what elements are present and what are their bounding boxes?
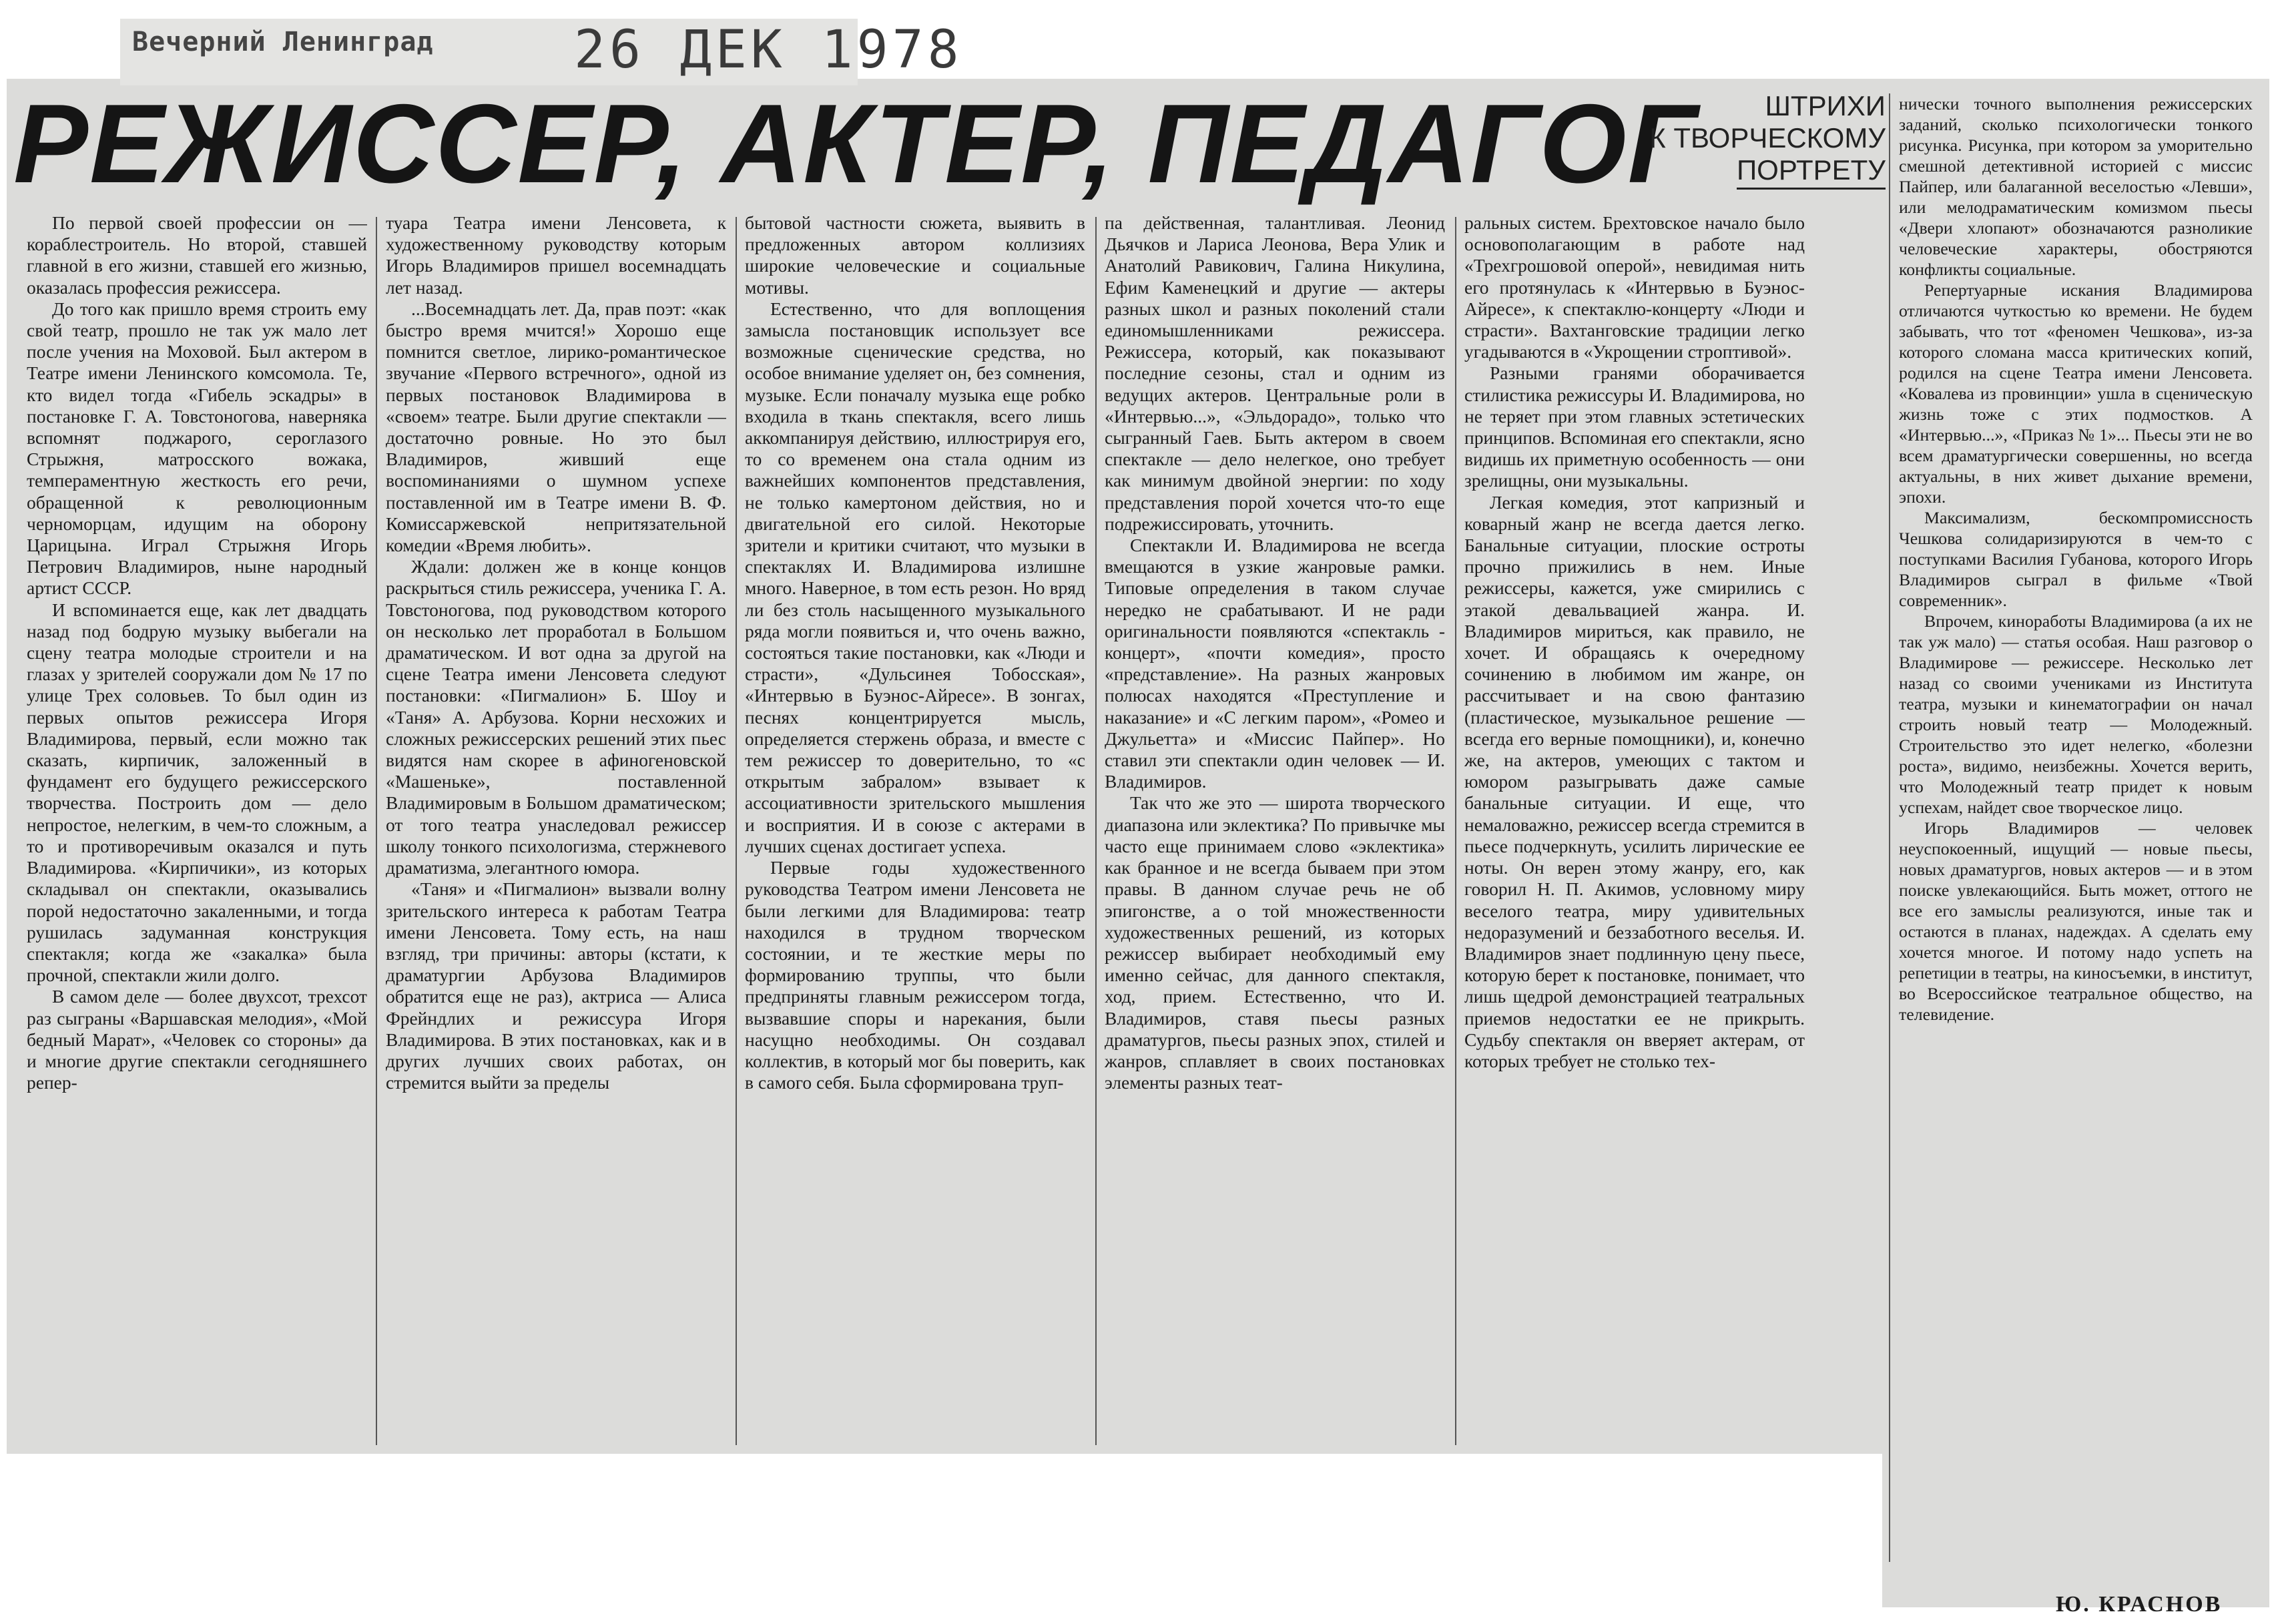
paragraph: По первой своей профессии он — кораблестроитель. Но второй, ставшей главной в его жизни, ставшей его жизнью, оказалась профессия режиссера. — [27, 212, 367, 298]
paragraph: ...Восемнадцать лет. Да, прав поэт: «как быстро время мчится!» Хорошо еще помнится светлое, лирико-романтическое звучание «Первого встречного», одной из первых постановок Владимирова в «своем» театре. Были другие спектакли — достаточно ровные. Но это был Владимиров, живший еще воспоминаниями о шумном успехе поставленной им в Театре имени В. Ф. Комиссаржевской непритязательной комедии «Время любить». — [386, 298, 726, 556]
paragraph: бытовой частности сюжета, выявить в предложенных автором коллизиях широкие человеческие и социальные мотивы. — [745, 212, 1085, 298]
column-rule — [1889, 93, 1890, 1562]
newspaper-stamp: Вечерний Ленинград — [132, 27, 434, 57]
paragraph: туара Театра имени Ленсовета, к художественному руководству которым Игорь Владимиров пришел восемнадцать лет назад. — [386, 212, 726, 298]
paragraph: Естественно, что для воплощения замысла постановщик использует все возможные сценические средства, но особое внимание уделяет он, без сомнения, музыке. Если поначалу музыка еще робко входила в ткань спектакля, всего лишь аккомпанируя действию, иллюстрируя его, то со временем она стала одним из важнейших компонентов представления, не только камертоном действия, но и двигательной его силой. Некоторые зрители и критики считают, что музыки в спектаклях И. Владимирова излишне много. Наверное, в том есть резон. Но вряд ли без столь насыщенного музыкального ряда могли появиться и, что очень важно, состояться такие постановки, как «Люди и страсти», «Дульсинея Тобосская», «Интервью в Буэнос-Айресе». В зонгах, песнях концентрируется мысль, определяется стержень образа, и вместе с тем режиссер то доверительно, то «с открытым забралом» взывает к ассоциативности зрительского мышления и восприятия. И в союзе с актерами в лучших сценах достигает успеха. — [745, 298, 1085, 856]
author-signature: Ю. КРАСНОВ — [2056, 1592, 2223, 1617]
paragraph: ральных систем. Брехтовское начало было основополагающим в работе над «Трехгрошовой оперой», невидимая нить его протянулась к «Интервью в Буэнос-Айресе», к спектаклю-концерту «Люди и страсти». Вахтанговские традиции легко угадываются в «Укрощении строптивой». — [1464, 212, 1805, 362]
paragraph: Первые годы художественного руководства Театром имени Ленсовета не были легкими для Владимирова: театр находился в трудном творческом состоянии, и те жесткие меры по формированию труппы, что были предприняты главным режиссером тогда, вызвавшие споры и нарекания, были насущно необходимы. Он создавал коллектив, в который мог бы поверить, как в самого себя. Была сформирована труп- — [745, 857, 1085, 1093]
text-column-6 — [1899, 93, 2253, 1585]
rubric-line-2: К ТВОРЧЕСКОМУ — [1649, 122, 1886, 154]
rubric-line-3: ПОРТРЕТУ — [1737, 154, 1886, 190]
paragraph: па действенная, талантливая. Леонид Дьячков и Лариса Леонова, Вера Улик и Анатолий Равикович, Галина Никулина, Ефим Каменецкий и другие — актеры разных школ и разных поколений стали единомышленниками режиссера. Режиссера, который, как показывают последние сезоны, стал и одним из ведущих актеров. Центральные роли в «Интервью...», «Эльдорадо», только что сыгранный Гаев. Быть актером в своем спектакле — дело нелегкое, оно требует как минимум двойной энергии: по ходу представления порой хочется что-то еще подрежиссировать, уточнить. — [1105, 212, 1445, 534]
paragraph: Ждали: должен же в конце концов раскрыться стиль режиссера, ученика Г. А. Товстоногова, под руководством которого он несколько лет проработал в Большом драматическом. И вот одна за другой на сцене Театра имени Ленсовета следуют постановки: «Пигмалион» Б. Шоу и «Таня» А. Арбузова. Корни несхожих и сложных режиссерских решений этих пьес видятся нам скорее в афиногеновской «Машеньке», поставленной Владимировым в Большом драматическом; от того театра унаследовал режиссер школу тонкого психологизма, стержневого драматизма, элегантного юмора. — [386, 556, 726, 878]
article-headline: РЕЖИССЕР, АКТЕР, ПЕДАГОГ — [13, 81, 1698, 206]
paragraph: Так что же это — широта творческого диапазона или эклектика? По привычке мы часто еще принимаем слово «эклектика» как бранное и не всегда бываем при этом правы. В данном случае речь не об эпигонстве, а о той множественности художественных решений, из которых режиссер выбирает необходимый ему именно сейчас, для данного спектакля, ход, прием. Естественно, что И. Владимиров, ставя пьесы разных драматургов, пьесы разных эпох, стилей и жанров, сплавляет в своих постановках элементы разных теат- — [1105, 792, 1445, 1093]
paragraph: И вспоминается еще, как лет двадцать назад под бодрую музыку выбегали на сцену театра молодые строители и на глазах у зрителей сооружали дом № 17 по улице Трех соловьев. То был один из первых опытов режиссера Игоря Владимирова, первый, если можно так сказать, кирпичик, заложенный в фундамент его будущего режиссерского творчества. Построить дом — дело непростое, нелегким, в чем-то сложным, а то и противоречивым оказался и путь Владимирова. «Кирпичики», из которых складывал он спектакли, оказывались порой недостаточно закаленными, и тогда рушилась задуманная конструкция спектакля; когда же «закалка» была прочной, спектакли жили долго. — [27, 599, 367, 986]
paragraph: нически точного выполнения режиссерских заданий, сколько психологически тонкого рисунка. Рисунка, при котором за уморительно смешной детективной историей с миссис Пайпер, или балаганной веселостью «Левши», или мелодраматическим комизмом пьесы «Двери хлопают» обозначаются разноликие человеческие характеры, обостряются конфликты социальные. — [1899, 94, 2253, 279]
text-column-1 — [27, 212, 367, 1450]
column-rule — [1095, 217, 1097, 1445]
text-column-4 — [1105, 212, 1445, 1450]
column-rule — [1455, 217, 1456, 1445]
date-stamp: 26 ДЕК 1978 — [574, 20, 963, 80]
paragraph: До того как пришло время строить ему свой театр, прошло не так уж мало лет после учения на Моховой. Был актером в Театре имени Ленинского комсомола. Те, кто видел тогда «Гибель эскадры» в постановке Г. А. Товстоногова, наверняка вспомнят поджарого, сероглазого Стрыжня, матросского вожака, темпераментную жесткость его речи, обращенной к революционным черноморцам, идущим на оборону Царицына. Играл Стрыжня Игорь Петрович Владимиров, ныне народный артист СССР. — [27, 298, 367, 599]
paragraph: Спектакли И. Владимирова не всегда вмещаются в узкие жанровые рамки. Типовые определения в таком случае нередко не срабатывают. И не ради оригинальности появляются «спектакль - концерт», «почти комедия», просто «представление». На разных жанровых полюсах находятся «Преступление и наказание» и «С легким паром», «Ромео и Джульетта» и «Миссис Пайпер». Но ставил эти спектакли один человек — И. Владимиров. — [1105, 535, 1445, 792]
paragraph: В самом деле — более двухсот, трехсот раз сыграны «Варшавская мелодия», «Мой бедный Марат», «Человек со стороны» да и многие другие спектакли сегодняшнего репер- — [27, 986, 367, 1093]
paragraph: Репертуарные искания Владимирова отличаются чуткостью ко времени. Не будем забывать, что тот «феномен Чешкова», из-за которого сломана масса критических копий, родился на сцене Театра имени Ленсовета. «Ковалева из провинции» ушла в сценическую жизнь тоже с этих подмостков. А «Интервью...», «Приказ № 1»... Пьесы эти не во всем драматургически совершенны, но всегда актуальны, в них живет дыхание времени, эпохи. — [1899, 280, 2253, 507]
rubric-line-1: ШТРИХИ — [1765, 90, 1886, 121]
paragraph: Разными гранями оборачивается стилистика режиссуры И. Владимирова, но не теряет при этом главных эстетических принципов. Вспоминая его спектакли, ясно видишь их приметную особенность — они зрелищны, они музыкальны. — [1464, 362, 1805, 491]
paragraph: Игорь Владимиров — человек неуспокоенный, ищущий — новые пьесы, новых драматургов, новых актеров — и в этом поиске увлекающийся. Быть может, оттого не все его замыслы реализуются, иные так и остаются в планах, надеждах. А сделать ему хочется многое. И потому надо успеть на репетиции в театры, на киносъемки, в институт, во Всероссийское театральное общество, на телевидение. — [1899, 818, 2253, 1024]
column-rule — [736, 217, 737, 1445]
text-column-2 — [386, 212, 726, 1450]
text-column-5 — [1464, 212, 1805, 1450]
paragraph: Максимализм, бескомпромиссность Чешкова солидаризируются в чем-то с поступками Василия Губанова, которого Игорь Владимиров сыграл в фильме «Твой современник». — [1899, 508, 2253, 610]
paragraph: «Таня» и «Пигмалион» вызвали волну зрительского интереса к работам Театра имени Ленсовета. Тому есть, на наш взгляд, три причины: авторы (кстати, к драматургии Арбузова Владимиров обратится еще не раз), актриса — Алиса Фрейндлих и режиссура Игоря Владимирова. В этих постановках, как и в других лучших своих работах, он стремится выйти за пределы — [386, 878, 726, 1093]
rubric — [1615, 90, 1886, 190]
text-column-3 — [745, 212, 1085, 1450]
paragraph: Легкая комедия, этот капризный и коварный жанр не всегда дается легко. Банальные ситуации, плоские остроты прочно прижились в нем. Иные режиссеры, кажется, уже смирились с этакой девальвацией жанра. И. Владимиров мириться, как правило, не хочет. И обращаясь к очередному сочинению в любимом им жанре, он рассчитывает и на свою фантазию (пластическое, музыкальное решение — всегда его верные помощники), и, конечно же, на актеров, умеющих с тактом и юмором разыгрывать даже самые банальные ситуации. И еще, что немаловажно, режиссер всегда стремится в пьесе подчеркнуть, усилить лирические ее ноты. Он верен этому жанру, его, как говорил Н. П. Акимов, условному миру веселого театра, миру удивительных недоразумений и беззаботного веселья. И. Владимиров знает подлинную цену пьесе, которую берет к постановке, понимает, что лишь щедрой демонстрацией театральных приемов недостатки ее не прикрыть. Судьбу спектакля он вверяет актерам, от которых требует не столько тех- — [1464, 491, 1805, 1071]
paragraph: Впрочем, киноработы Владимирова (а их не так уж мало) — статья особая. Наш разговор о Владимирове — режиссере. Несколько лет назад со своими учениками из Института театра, музыки и кинематографии он начал строить новый театр — Молодежный. Строительство это идет нелегко, «болезни роста», видимо, неизбежны. Хочется верить, что Молодежный театр придет к новым успехам, найдет свое творческое лицо. — [1899, 611, 2253, 817]
column-rule — [376, 217, 377, 1445]
